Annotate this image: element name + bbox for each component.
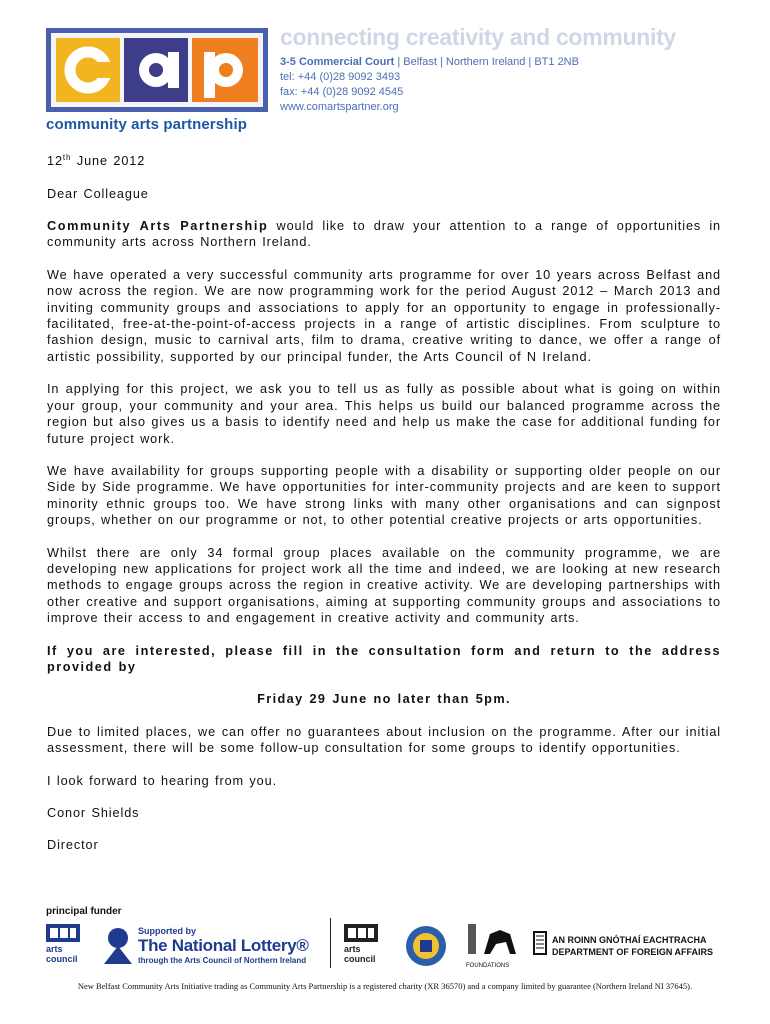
dfa-logo-text xyxy=(552,934,713,958)
arts-council-text-2: arts council xyxy=(344,944,376,964)
deadline: Friday 29 June no later than 5pm. xyxy=(257,692,511,707)
lottery-crossed-fingers-icon xyxy=(98,924,138,973)
arts-council-logo xyxy=(46,924,80,968)
funders-strip xyxy=(46,906,726,972)
letter-body xyxy=(47,150,721,870)
signer-name: Conor Shields xyxy=(47,806,140,821)
dfa-line2: DEPARTMENT OF FOREIGN AFFAIRS xyxy=(552,947,713,957)
paragraph-intro: Community Arts Partnership would like to draw your attention to a range of opportunities in community arts across Northern Ireland. xyxy=(47,219,721,250)
harp-icon xyxy=(532,930,548,961)
paragraph-call-to-action: If you are interested, please fill in the consultation form and return to the address provided by xyxy=(47,643,721,674)
paragraph-availability: We have availability for groups supporting people with a disability or supporting older people on our Side by Side programme. We have opportunities for inter-community projects and are keen to support minority ethnic groups too. We have strong links with many other organisations and can signpost groups, whether on our programme or not, to other potential creative projects or arts opportunities. xyxy=(47,463,721,528)
principal-funder-label: principal funder xyxy=(46,906,122,917)
logo-tagline: community arts partnership xyxy=(46,116,247,133)
lottery-subtitle: through the Arts Council of Northern Ireland xyxy=(138,956,307,965)
charity-footnote: New Belfast Community Arts Initiative trading as Community Arts Partnership is a registered charity (XR 36570) and a company limited by guarantee (Northern Ireland NI 37645). xyxy=(77,981,693,991)
lottery-name: The National Lottery® xyxy=(138,936,309,955)
closing: I look forward to hearing from you. xyxy=(47,773,278,788)
paragraph-places: Whilst there are only 34 formal group places available on the community programme, we are developing new applications for project work all the time and indeed, we are looking at new research methods to engage groups across the region in creative activity. We are developing partnerships with other creative and support organisations, aiming at supporting community groups and associations to improve their access to and engagement in creative activity and community arts. xyxy=(47,545,721,626)
dfa-line1: AN ROINN GNÓTHAÍ EACHTRACHA xyxy=(552,935,707,945)
website-link[interactable]: www.comartspartner.org xyxy=(280,101,399,113)
arts-council-text: arts council xyxy=(46,944,78,964)
salutation: Dear Colleague xyxy=(47,186,149,201)
paragraph-applying: In applying for this project, we ask you to tell us as fully as possible about what is going on within your group, your community and your area. This helps us build our balanced programme across the region but also gives us a basis to identify need and help us make the case for additional funding for future project work. xyxy=(47,382,721,446)
letterhead-contact xyxy=(280,24,740,115)
address-line xyxy=(280,55,740,70)
paragraph-limits: Due to limited places, we can offer no guarantees about inclusion on the programme. After our initial assessment, there will be some follow-up consultation for some groups to identify opportunities. xyxy=(47,724,721,756)
slogan: connecting creativity and community xyxy=(280,24,676,50)
arts-council-logo-2 xyxy=(344,924,378,968)
address-bold: 3-5 Commercial Court xyxy=(280,56,395,68)
letter-date: 12th June 2012 xyxy=(47,153,146,169)
lloyds-tsb-logo xyxy=(466,920,526,972)
lloyds-foundations-text: FOUNDATIONS xyxy=(466,963,510,969)
signer-title: Director xyxy=(47,838,99,853)
cap-logo xyxy=(46,28,268,112)
fax-number: fax: +44 (0)28 9092 4545 xyxy=(280,86,404,98)
paragraph-programme: We have operated a very successful community arts programme for over 10 years across Belfast and now across the region. We are now programming work for the period August 2012 – March 2013 and inviting community groups and associations to apply for an opportunity to engage in professionally-facilitated, free-at-the-point-of-access projects in a range of artistic disciplines. From sculpture to fashion design, music to carnival arts, film to drama, creative writing to dance, we offer a range of artistic possibility, supported by our principal funder, the Arts Council of N Ireland. xyxy=(47,267,721,364)
lottery-supported-by: Supported by xyxy=(138,926,196,936)
org-name: Community Arts Partnership xyxy=(47,219,269,234)
address-rest: | Belfast | Northern Ireland | BT1 2NB xyxy=(394,56,579,68)
phone-number: tel: +44 (0)28 9092 3493 xyxy=(280,71,401,83)
national-lottery-logo xyxy=(138,926,309,965)
belfast-crest-icon xyxy=(404,924,448,973)
divider xyxy=(330,918,331,968)
